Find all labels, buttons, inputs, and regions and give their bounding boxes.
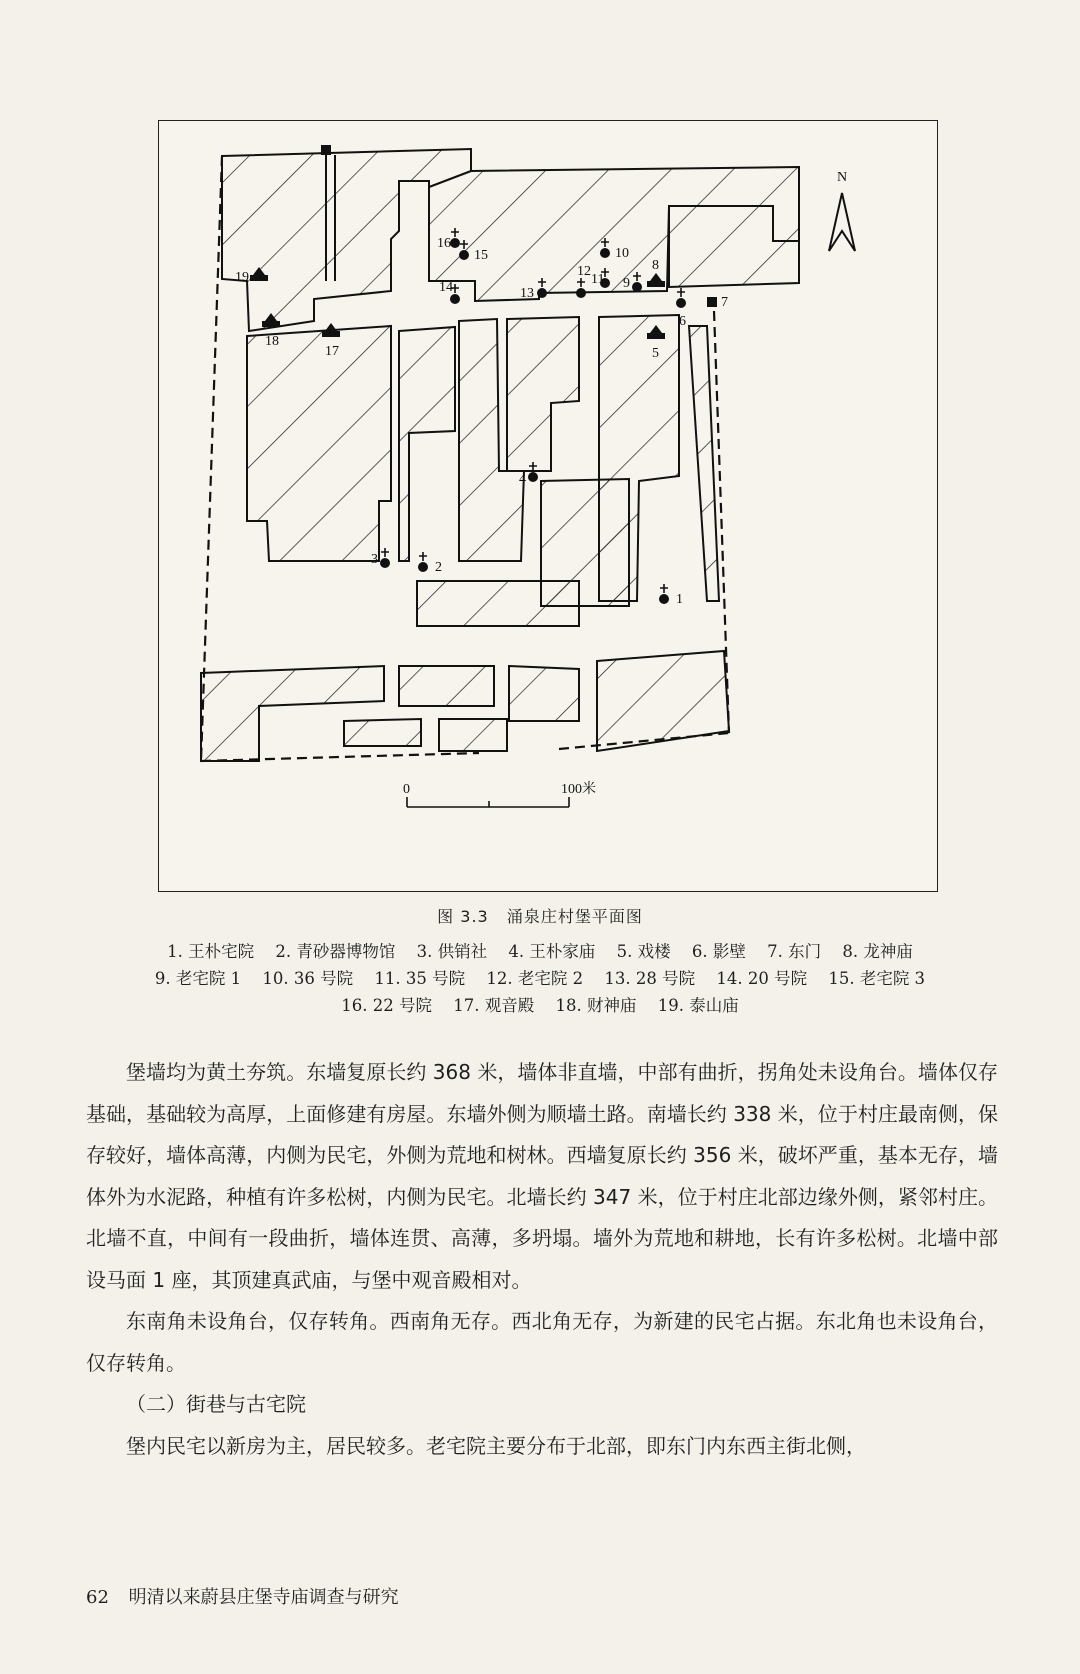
- site-dot-icon: [676, 298, 686, 308]
- legend-item: 4. 王朴家庙: [508, 942, 596, 961]
- figure-title: 涌泉庄村堡平面图: [506, 907, 643, 926]
- marker-number-label: 6: [679, 314, 686, 329]
- marker-number-label: 3: [371, 552, 378, 567]
- legend-item: 18. 财神庙: [555, 996, 637, 1015]
- legend-item: 11. 35 号院: [374, 969, 466, 988]
- marker-number-label: 8: [652, 258, 659, 273]
- legend-item: 8. 龙神庙: [842, 942, 913, 961]
- village-plan-map: [159, 121, 937, 891]
- block-west: [247, 326, 391, 561]
- legend-item: 1. 王朴宅院: [167, 942, 255, 961]
- marker-number-label: 10: [615, 246, 629, 261]
- site-dot-icon: [528, 472, 538, 482]
- block-south-3: [509, 666, 579, 721]
- marker-number-label: 12: [577, 264, 591, 279]
- legend-item: 7. 东门: [767, 942, 822, 961]
- cross-icon: [660, 584, 668, 593]
- figure-caption: [0, 904, 1080, 927]
- block-south-6: [439, 719, 507, 751]
- marker-number-label: 9: [623, 276, 630, 291]
- legend-item: 9. 老宅院 1: [154, 969, 242, 988]
- legend-item: 16. 22 号院: [341, 996, 432, 1015]
- north-arrow-icon: [829, 170, 855, 251]
- legend-line-2: [100, 965, 980, 992]
- figure-number: 图 3.3: [437, 907, 489, 926]
- block-center: [507, 317, 579, 471]
- marker-number-label: 16: [437, 236, 451, 251]
- site-dot-icon: [576, 288, 586, 298]
- legend-item: 3. 供销社: [416, 942, 488, 961]
- cross-icon: [419, 552, 427, 561]
- legend-item: 13. 28 号院: [604, 969, 696, 988]
- scale-end-label: 100米: [561, 782, 596, 797]
- marker-number-label: 18: [265, 334, 279, 349]
- book-title: 明清以来蔚县庄堡寺庙调查与研究: [128, 1587, 399, 1608]
- figure-frame: [158, 120, 938, 892]
- legend-item: 5. 戏楼: [616, 942, 671, 961]
- cross-icon: [381, 548, 389, 557]
- paragraph-walls: 堡墙均为黄土夯筑。东墙复原长约 368 米，墙体非直墙，中部有曲折，拐角处未设角台。墙体仅存基础，基础较为高厚，上面修建有房屋。东墙外侧为顺墙土路。南墙长约 338 米，位于村庄最南侧，保存较好，墙体高薄，内侧为民宅，外侧为荒地和树林。西墙复原长约 356 米，破坏严重，基本无存，墙体外为水泥路，种植有许多松树，内侧为民宅。北墙长约 347 米，位于村庄北部边缘外侧，紧邻村庄。北墙不直，中间有一段曲折，墙体连贯、高薄，多坍塌。墙外为荒地和耕地，长有许多松树。北墙中部设马面 1 座，其顶建真武庙，与堡中观音殿相对。: [86, 1060, 998, 1292]
- site-dot-icon: [450, 238, 460, 248]
- north-gate-square: [321, 145, 331, 155]
- marker-number-label: 4: [519, 472, 526, 487]
- body-text: [86, 1052, 998, 1467]
- marker-number-label: 7: [721, 295, 728, 310]
- marker-number-label: 13: [520, 286, 534, 301]
- block-south-5: [344, 719, 421, 746]
- legend-item: 14. 20 号院: [716, 969, 808, 988]
- east-gate-square: [707, 297, 717, 307]
- site-dot-icon: [632, 282, 642, 292]
- paragraph-residences: 堡内民宅以新房为主，居民较多。老宅院主要分布于北部，即东门内东西主街北侧，: [126, 1433, 866, 1458]
- block-south-2: [399, 666, 494, 706]
- marker-number-label: 14: [439, 280, 453, 295]
- cross-icon: [677, 288, 685, 297]
- site-dot-icon: [659, 594, 669, 604]
- legend-line-3: [100, 992, 980, 1019]
- scale-zero-label: 0: [403, 782, 410, 797]
- block-west-central: [399, 327, 455, 561]
- marker-number-label: 5: [652, 346, 659, 361]
- marker-number-label: 17: [325, 344, 339, 359]
- page-footer: [86, 1583, 399, 1609]
- figure-legend: [100, 938, 980, 1019]
- marker-number-label: 2: [435, 560, 442, 575]
- site-dot-icon: [459, 250, 469, 260]
- legend-item: 12. 老宅院 2: [486, 969, 584, 988]
- block-south-4: [597, 651, 729, 751]
- legend-item: 10. 36 号院: [262, 969, 354, 988]
- map-blocks: [201, 149, 799, 761]
- marker-number-label: 15: [474, 248, 488, 263]
- paragraph-corners: 东南角未设角台，仅存转角。西南角无存。西北角无存，为新建的民宅占据。东北角也未设角台，仅存转角。: [86, 1309, 998, 1375]
- block-east-strip: [689, 326, 719, 601]
- block-south-east-inner: [541, 479, 629, 606]
- legend-item: 19. 泰山庙: [657, 996, 739, 1015]
- page-number: 62: [86, 1587, 109, 1608]
- legend-item: 2. 青砂器博物馆: [275, 942, 396, 961]
- site-dot-icon: [537, 288, 547, 298]
- site-dot-icon: [418, 562, 428, 572]
- svg-text:N: N: [837, 170, 848, 185]
- site-dot-icon: [380, 558, 390, 568]
- site-dot-icon: [600, 248, 610, 258]
- site-dot-icon: [450, 294, 460, 304]
- marker-number-label: 11: [591, 272, 605, 287]
- marker-number-label: 1: [676, 592, 683, 607]
- marker-number-label: 19: [235, 270, 249, 285]
- section-heading: （二）街巷与古宅院: [126, 1392, 306, 1416]
- legend-item: 6. 影壁: [691, 942, 746, 961]
- scale-bar: [403, 780, 596, 807]
- legend-item: 15. 老宅院 3: [828, 969, 926, 988]
- legend-item: 17. 观音殿: [453, 996, 535, 1015]
- legend-line-1: [100, 938, 980, 965]
